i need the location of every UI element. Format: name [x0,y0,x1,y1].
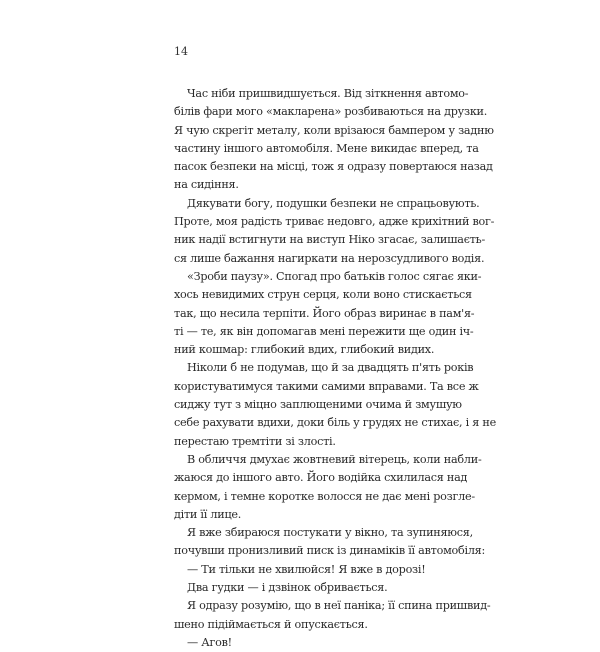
text-line: кермом, і темне коротке волосся не дає мені розгле- [174,489,475,503]
text-line: користуватимуся такими самими вправами. Та все ж [174,379,479,393]
text-line: Ніколи б не подумав, що й за двадцять п'ять років [187,361,474,375]
paragraph [174,524,486,561]
text-line: почувши пронизливий писк із динаміків її автомобіля: [174,544,486,558]
text-line: хось невидимих струн серця, коли воно стискається [174,288,472,302]
paragraph [174,579,446,597]
text-line: Два гудки — і дзвінок обривається. [187,581,388,595]
text-line: — Агов! [187,635,232,649]
text-line: на сидіння. [174,178,239,192]
paragraph [174,451,482,524]
text-line: перестаю тремтіти зі злості. [174,434,336,448]
text-line: Час ніби пришвидшується. Від зіткнення автомо- [187,87,469,100]
text-line: ний кошмар: глибокий вдих, глибокий видих. [174,343,435,357]
paragraph [174,85,494,195]
text-line: ті — те, як він допомагав мені пережити ще один іч- [174,324,474,338]
text-line: частину іншого автомобіля. Мене викидає вперед, та [174,141,479,155]
text-line: білів фари мого «макларена» розбиваються на друзки. [174,105,488,119]
page-number: 14 [174,45,188,58]
paragraph [174,561,446,579]
text-line: шено підіймається й опускається. [174,617,368,631]
text-line: жаюся до іншого авто. Його водійка схилилася над [174,471,468,485]
text-line: пасок безпеки на місці, тож я одразу повертаюся назад [174,160,493,174]
text-line: ся лише бажання нагиркати на нерозсудливого водія. [174,251,485,265]
text-line: Проте, моя радість триває недовго, адже крихітний вог- [174,215,495,229]
text-line: Я чую скрегіт металу, коли врізаюся бампером у задню [174,123,494,137]
text-line: ник надії встигнути на виступ Ніко згасає, залишаєть- [174,233,486,247]
paragraph [174,634,446,652]
text-line: — Ти тільки не хвилюйся! Я вже в дорозі! [187,562,426,576]
text-line: Я вже збираюся постукати у вікно, та зупиняюся, [187,526,473,540]
paragraph [174,597,491,634]
text-line: сиджу тут з міцно заплющеними очима й змушую [174,398,462,412]
text-line: себе рахувати вдихи, доки біль у грудях не стихає, і я не [174,416,496,430]
body-text [174,85,496,652]
text-line: Я одразу розумію, що в неї паніка; її спина пришвид- [187,599,491,613]
paragraph [174,359,496,450]
text-line: В обличчя дмухає жовтневий вітерець, коли набли- [187,452,482,466]
paragraph [174,268,482,359]
text-line: так, що несила терпіти. Його образ виринає в пам'я- [174,306,475,320]
text-line: «Зроби паузу». Спогад про батьків голос сягає яки- [187,269,482,283]
text-line: діти її лице. [174,507,242,521]
text-line: Дякувати богу, подушки безпеки не спрацьовують. [187,196,480,210]
paragraph [174,195,495,268]
